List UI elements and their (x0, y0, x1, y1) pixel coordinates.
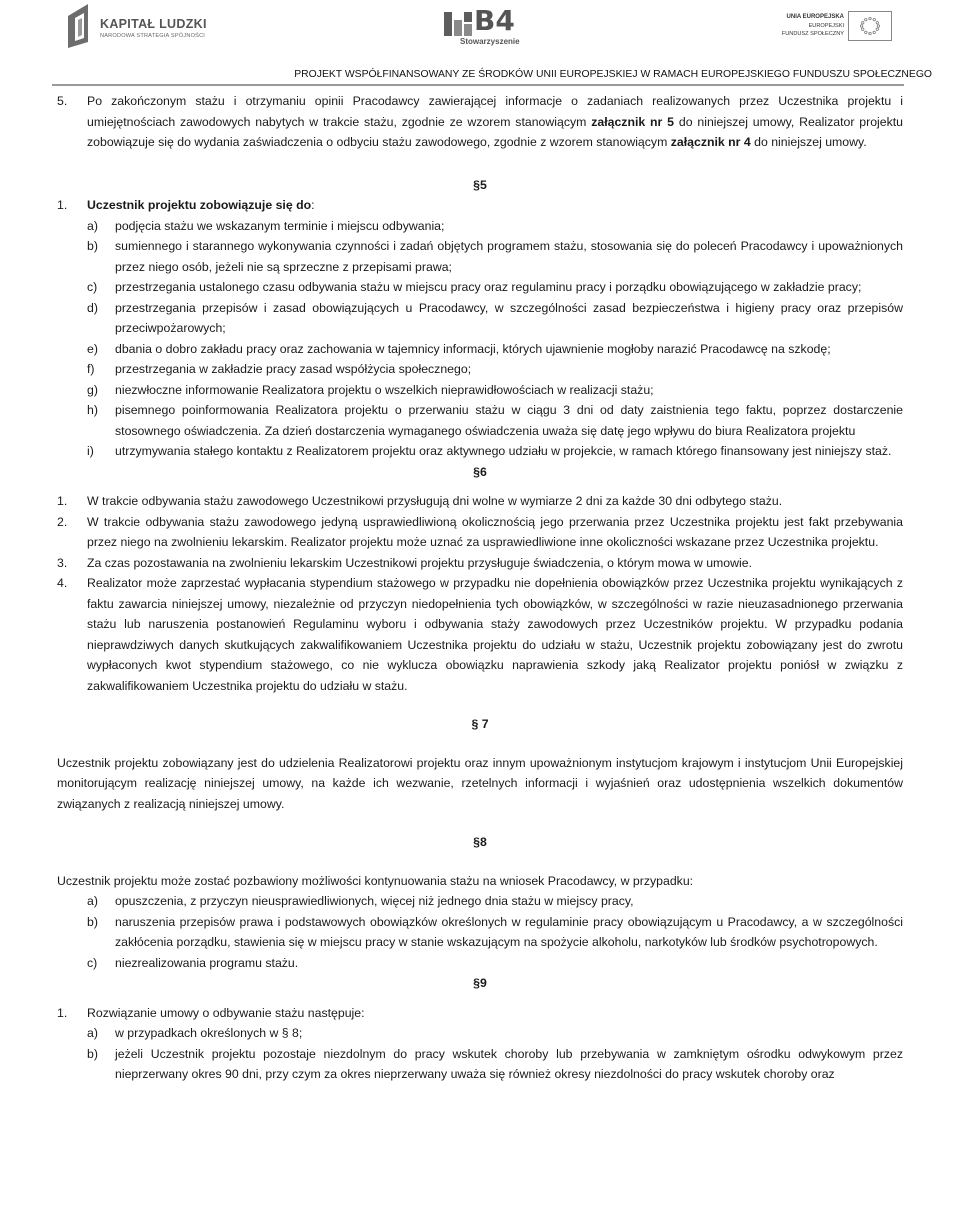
section-7-heading: § 7 (471, 717, 489, 731)
item-number: 1. (57, 494, 68, 508)
header-divider (52, 84, 904, 86)
section-6-item (57, 553, 903, 574)
item-text: Rozwiązanie umowy o odbywanie stażu następuje: (87, 1005, 365, 1020)
item-number: 2. (57, 514, 68, 529)
b4-subtitle: Stowarzyszenie (460, 37, 520, 46)
section-5-sub-item (57, 380, 903, 401)
section-7-paragraph: Uczestnik projektu zobowiązany jest do udzielenia Realizatorowi projektu oraz innym upoważnionym instytucjom krajowym i instytucjom Unii Europejskiej monitorującym realizację niniejszej umowy, na każde ich wezwanie, rzetelnych informacji i wyjaśnień oraz udostępnienia wszelkich dokumentów związanych z realizacją niniejszej umowy. (57, 755, 903, 811)
section-5-sub-item (57, 359, 903, 380)
sub-label: a) (87, 218, 98, 233)
eu-logo-line3: FUNDUSZ SPOŁECZNY (781, 31, 844, 37)
document-body (57, 91, 903, 1085)
kapital-ludzki-subtitle: NARODOWA STRATEGIA SPÓJNOŚCI (100, 33, 206, 39)
eu-logo-line2: EUROPEJSKI (808, 23, 844, 29)
b4-emblem-icon (442, 10, 474, 40)
section-5-sub-item (57, 339, 903, 360)
sub-text: przestrzegania przepisów i zasad obowiązujących u Pracodawcy, w szczególności zasad bezpieczeństwa i higieny pracy oraz przepisów przeciwpożarowych; (115, 300, 903, 335)
section-9-item-1 (57, 1003, 903, 1024)
sub-label: b) (87, 239, 98, 253)
sub-text: opuszczenia, z przyczyn nieusprawiedliwionych, więcej niż jednego dnia stażu w miejscy pracy, (115, 894, 634, 908)
sub-label: h) (87, 403, 98, 417)
sub-text: przestrzegania ustalonego czasu odbywania stażu w miejscu pracy oraz regulaminu pracy i porządku obowiązującego w zakładzie pracy; (115, 280, 862, 294)
sub-label: f) (87, 362, 95, 376)
sub-text: niezwłoczne informowanie Realizatora projektu o wszelkich nieprawidłowościach w realizacji stażu; (115, 382, 654, 397)
sub-label: c) (87, 955, 98, 970)
section-8-heading: §8 (473, 835, 487, 849)
intro-text-b: do niniejszej umowy, Realizator projektu zobowiązuje się do wydania zaświadczenia o odbyciu stażu zawodowego, zgodnie z wzorem stanowiącym (87, 114, 904, 149)
sub-text: niezrealizowania programu stażu. (115, 955, 299, 970)
section-6-item (57, 512, 903, 553)
sub-text: jeżeli Uczestnik projektu pozostaje niezdolnym do pracy wskutek choroby lub przebywania w zamkniętym ośrodku odwykowym przez nieprzerwany okres 90 dni, przy czym za okres nieprzerwany uważa się również okresy niezdolności do pracy wskutek choroby oraz (115, 1046, 903, 1081)
b4-title: B4 (474, 4, 515, 37)
item-number: 1. (57, 1005, 68, 1020)
intro-paragraph (57, 91, 903, 153)
sub-label: e) (87, 341, 98, 356)
item-text: W trakcie odbywania stażu zawodowego jedyną usprawiedliwioną okolicznością jego przerwania przez Uczestnika projektu jest fakt przebywania przez niego na zwolnieniu lekarskim. Realizator projektu może uznać za usprawiedliwione inne okoliczności wskazane przez Uczestnika projektu. (87, 514, 903, 549)
section-5-sub-item (57, 441, 903, 462)
section-5-sub-item (57, 400, 903, 441)
eu-flag-icon (848, 11, 892, 41)
sub-text: w przypadkach określonych w § 8; (115, 1026, 303, 1040)
section-8-sub-item (57, 953, 903, 974)
kapital-ludzki-title: KAPITAŁ LUDZKI (100, 17, 207, 31)
section-8-sub-item (57, 912, 903, 953)
sub-text: utrzymywania stałego kontaktu z Realizatorem projektu oraz aktywnego udziału w projekcie, w ramach którego finansowany jest niniejszy staż. (115, 444, 892, 458)
sub-text: dbania o dobro zakładu pracy oraz zachowania w tajemnicy informacji, których ujawnienie mogłoby narazić Pracodawcę na szkodę; (115, 341, 831, 356)
kapital-ludzki-emblem-icon (66, 2, 96, 50)
section-5-heading: §5 (473, 177, 487, 192)
sub-label: g) (87, 382, 98, 397)
sub-label: b) (87, 1046, 98, 1061)
sub-text: podjęcia stażu we wskazanym terminie i miejscu odbywania; (115, 218, 445, 233)
eu-logo (777, 11, 892, 43)
item-text: Realizator może zaprzestać wypłacania stypendium stażowego w przypadku nie dopełnienia obowiązków przez Uczestnika projektu wynikających z faktu zawarcia niniejszej umowy, niezależnie od przyczyn niedopełnienia tych obowiązków, w szczególności w razie nieuzasadnionego przerwania stażu lub naruszenia postanowień Regulaminu wyboru i odbywania staży zawodowych przez Uczestników projektu. W przypadku podania nieprawdziwych danych skutkujących zakwalifikowaniem Uczestnika projektu do udziału w stażu, Uczestnik projektu zobowiązany jest do zwrotu wypłaconych kwot stypendium stażowego, co nie wyklucza obowiązku naprawienia szkody jaką Realizator projektu poniósł w związku z zakwalifikowaniem Uczestnika projektu do udziału w stażu. (87, 576, 903, 693)
sub-label: i) (87, 444, 94, 458)
intro-text-c: do niniejszej umowy. (750, 135, 867, 149)
item-text: Za czas pozostawania na zwolnieniu lekarskim Uczestnikowi projektu przysługuje świadczenia, o którym mowa w umowie. (87, 555, 752, 570)
kapital-ludzki-logo (66, 2, 226, 50)
project-funding-line: PROJEKT WSPÓŁFINANSOWANY ZE ŚRODKÓW UNII EUROPEJSKIEJ W RAMACH EUROPEJSKIEGO FUNDUSZU SPOŁECZNEGO (294, 69, 932, 80)
section-8-sub-item (57, 891, 903, 912)
section-5-item-colon: : (311, 198, 315, 212)
sub-label: b) (87, 914, 98, 929)
section-6-item (57, 491, 903, 512)
section-9-sub-item (57, 1044, 903, 1085)
sub-label: a) (87, 894, 98, 908)
sub-text: naruszenia przepisów prawa i podstawowych obowiązków określonych w regulaminie pracy obowiązującym u Pracodawcy, a w szczególności zakłócenia porządku, stawienia się w miejscu pracy w stanie wskazującym na spożycie alkoholu, narkotyków lub środków psychotropowych. (115, 914, 903, 949)
section-5-sub-item (57, 298, 903, 339)
intro-text-a: Po zakończonym stażu i otrzymaniu opinii Pracodawcy zawierającej informacje o zadaniach realizowanych przez Uczestnika projektu i umiejętnościach zawodowych nabytych w trakcie stażu, zgodnie ze wzorem stanowiącym (87, 94, 903, 129)
sub-label: c) (87, 280, 98, 294)
sub-text: sumiennego i starannego wykonywania czynności i zadań objętych programem stażu, stosowania się do poleceń Pracodawcy i upoważnionych przez niego osób, jeżeli nie są sprzeczne z przepisami prawa; (115, 239, 903, 274)
section-5-item-lead: Uczestnik projektu zobowiązuje się do (87, 198, 312, 212)
intro-attachment-5: załącznik nr 5 (591, 114, 675, 129)
sub-text: przestrzegania w zakładzie pracy zasad współżycia społecznego; (115, 362, 472, 376)
section-5-item-1 (57, 195, 903, 216)
item-number: 3. (57, 555, 68, 570)
intro-number: 5. (57, 94, 68, 108)
section-5-sub-item (57, 277, 903, 298)
section-9-sub-item (57, 1023, 903, 1044)
section-5-sub-item (57, 216, 903, 237)
section-9-heading: §9 (473, 976, 487, 990)
sub-label: d) (87, 300, 98, 315)
item-text: W trakcie odbywania stażu zawodowego Uczestnikowi przysługują dni wolne w wymiarze 2 dni za każde 30 dni odbytego stażu. (87, 494, 783, 508)
sub-text: pisemnego poinformowania Realizatora projektu o przerwaniu stażu w ciągu 3 dni od daty zaistnienia tego faktu, poprzez dostarczenie stosownego oświadczenia. Za dzień dostarczenia wymaganego oświadczenia uważa się datę jego wpływu do biura Realizatora projektu (115, 403, 903, 438)
item-number: 4. (57, 576, 68, 590)
intro-attachment-4: załącznik nr 4 (670, 135, 751, 149)
section-5-sub-item (57, 236, 903, 277)
section-6-item (57, 573, 903, 696)
eu-logo-line1: UNIA EUROPEJSKA (786, 14, 844, 20)
section-6-heading: §6 (473, 464, 487, 479)
b4-logo (442, 4, 520, 46)
page-header (0, 0, 960, 90)
section-8-intro: Uczestnik projektu może zostać pozbawiony możliwości kontynuowania stażu na wniosek Pracodawcy, w przypadku: (57, 873, 694, 888)
section-5-item-number: 1. (57, 198, 68, 212)
sub-label: a) (87, 1026, 98, 1040)
